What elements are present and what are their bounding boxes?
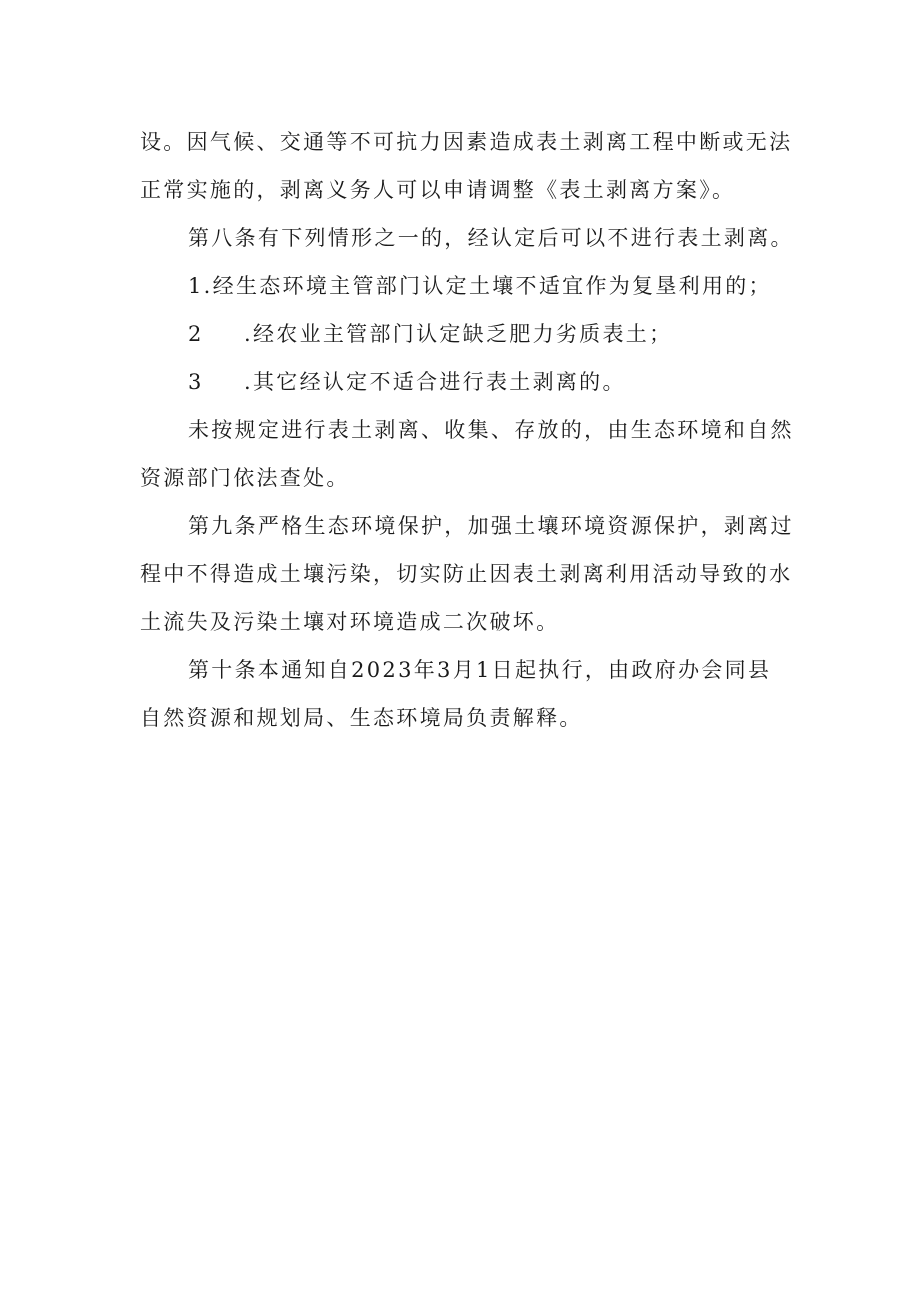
paragraph-line: 资源部门依法查处。 <box>140 466 350 490</box>
list-item-text: .经农业主管部门认定缺乏肥力劣质表土； <box>244 322 673 346</box>
article-9-line: 程中不得造成土壤污染，切实防止因表土剥离利用活动导致的水 <box>140 562 793 586</box>
paragraph-line: 正常实施的，剥离义务人可以申请调整《表土剥离方案》。 <box>140 178 736 202</box>
list-item-text: .其它经认定不适合进行表土剥离的。 <box>244 370 626 394</box>
list-item-number: 1 <box>188 274 204 298</box>
list-item <box>140 262 790 310</box>
list-item-number: 3 <box>188 370 204 394</box>
paragraph-line: 设。因气候、交通等不可抗力因素造成表土剥离工程中断或无法 <box>140 130 793 154</box>
article-10-line: 第十条本通知自2023年3月1日起执行，由政府办会同县 <box>188 658 772 682</box>
article-10-line: 自然资源和规划局、生态环境局负责解释。 <box>140 706 583 730</box>
list-item-number: 2 <box>188 322 204 346</box>
article-9-line: 土流失及污染土壤对环境造成二次破坏。 <box>140 610 560 634</box>
list-item <box>140 310 790 358</box>
article-9-line: 第九条严格生态环境保护，加强土壤环境资源保护，剥离过 <box>188 514 794 538</box>
list-item <box>140 358 790 406</box>
paragraph-line: 未按规定进行表土剥离、收集、存放的，由生态环境和自然 <box>188 418 794 442</box>
document-body <box>140 118 794 742</box>
article-8-heading: 第八条有下列情形之一的，经认定后可以不进行表土剥离。 <box>188 226 794 250</box>
list-item-text: .经生态环境主管部门认定土壤不适宜作为复垦利用的； <box>203 274 772 298</box>
